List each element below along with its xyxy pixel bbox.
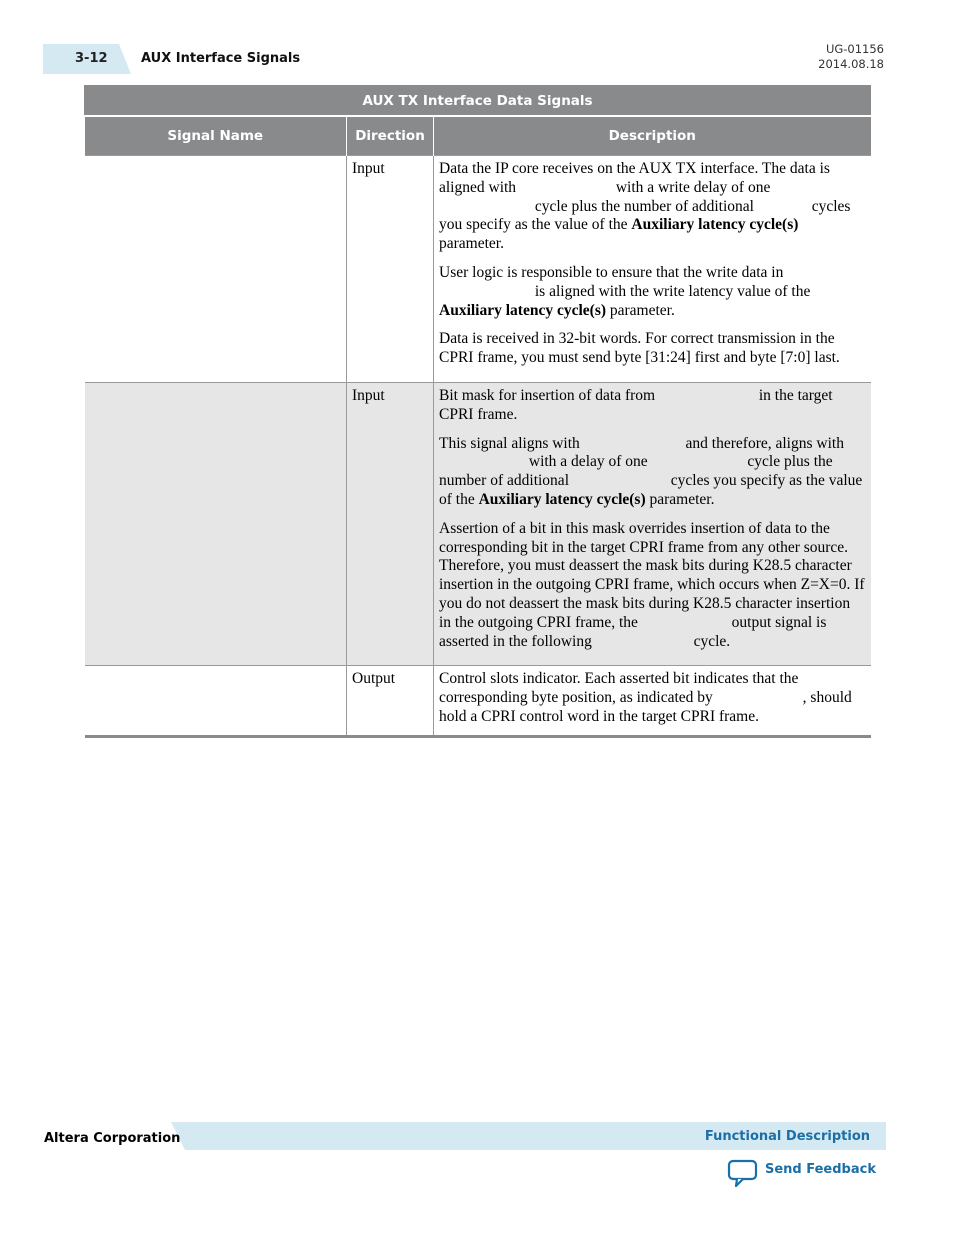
footer-company: Altera Corporation bbox=[44, 1131, 181, 1146]
signal-name-cell bbox=[85, 156, 347, 383]
description-paragraph bbox=[439, 264, 866, 320]
description-text: cycle plus the number of additional bbox=[531, 197, 758, 215]
description-text: output signal is asserted in the following bbox=[439, 613, 827, 650]
direction-cell: Output bbox=[347, 666, 434, 736]
page-number-tab bbox=[43, 44, 131, 74]
description-text: cycle plus the number of additional bbox=[439, 453, 833, 490]
document-date: 2014.08.18 bbox=[818, 57, 884, 71]
description-paragraph bbox=[439, 520, 866, 652]
description-paragraph bbox=[439, 670, 866, 726]
table-row bbox=[85, 382, 871, 665]
description-text: with a delay of one bbox=[525, 453, 652, 471]
section-title: AUX Interface Signals bbox=[141, 51, 301, 66]
table-row bbox=[85, 666, 871, 736]
column-header-signal-name: Signal Name bbox=[85, 116, 347, 156]
footer-section-link[interactable]: Functional Description bbox=[704, 1129, 870, 1144]
table-row bbox=[85, 156, 871, 383]
description-text: , should hold a CPRI control word in the target CPRI frame. bbox=[439, 689, 852, 725]
description-text: This signal aligns with bbox=[439, 434, 584, 452]
description-text: User logic is responsible to ensure that the write data in bbox=[439, 263, 784, 281]
column-header-description: Description bbox=[434, 116, 871, 156]
description-paragraph bbox=[439, 387, 866, 425]
description-paragraph bbox=[439, 160, 866, 254]
description-paragraph bbox=[439, 435, 866, 510]
description-text: Data the IP core receives on the AUX TX interface. The data is aligned with bbox=[439, 160, 830, 196]
description-paragraph bbox=[439, 330, 866, 368]
direction-cell: Input bbox=[347, 382, 434, 665]
description-text: parameter. bbox=[439, 235, 504, 253]
send-feedback-label: Send Feedback bbox=[765, 1162, 876, 1177]
description-cell bbox=[434, 382, 871, 665]
page-number: 3-12 bbox=[75, 51, 108, 66]
description-text: and therefore, aligns with bbox=[681, 434, 844, 452]
parameter-name: Auxiliary latency cycle(s) bbox=[478, 490, 646, 508]
description-text: is aligned with the write latency value of the bbox=[531, 282, 811, 300]
signal-name-cell bbox=[85, 382, 347, 665]
description-text: cycle. bbox=[689, 632, 731, 650]
description-text: with a write delay of one bbox=[611, 178, 771, 196]
document-id: UG-01156 bbox=[825, 42, 884, 56]
signal-name-cell bbox=[85, 666, 347, 736]
parameter-name: Auxiliary latency cycle(s) bbox=[439, 301, 607, 319]
send-feedback-link[interactable] bbox=[727, 1158, 876, 1188]
description-text: Control slots indicator. Each asserted bit indicates that the corresponding byte position, as indicated by bbox=[439, 670, 799, 707]
description-text: Bit mask for insertion of data from bbox=[439, 386, 659, 404]
description-text: parameter. bbox=[606, 301, 675, 319]
signals-table bbox=[84, 85, 871, 738]
description-text: Assertion of a bit in this mask overrides insertion of data to the corresponding bit in the target CPRI frame from any other source. Therefore, you must deassert the mask bits during K28.5 character insertion in the outgoing CPRI frame, which occurs when Z=X=0. If you do not deassert the mask bits during K28.5 character insertion in the outgoing CPRI frame, the bbox=[439, 519, 865, 631]
description-text: parameter. bbox=[645, 490, 715, 508]
description-cell bbox=[434, 156, 871, 383]
description-text: Data is received in 32-bit words. For correct transmission in the CPRI frame, you must send byte [31:24] first and byte [7:0] last. bbox=[439, 330, 840, 367]
description-cell bbox=[434, 666, 871, 736]
table-caption: AUX TX Interface Data Signals bbox=[85, 86, 871, 117]
parameter-name: Auxiliary latency cycle(s) bbox=[631, 216, 799, 234]
feedback-icon bbox=[727, 1158, 759, 1188]
column-header-direction: Direction bbox=[347, 116, 434, 156]
direction-cell: Input bbox=[347, 156, 434, 383]
description-text: in the target CPRI frame. bbox=[439, 386, 833, 423]
description-text: cycles you specify as the value of the bbox=[439, 472, 863, 508]
description-text: cycles you specify as the value of the bbox=[439, 197, 851, 234]
document-id-block bbox=[818, 42, 884, 72]
